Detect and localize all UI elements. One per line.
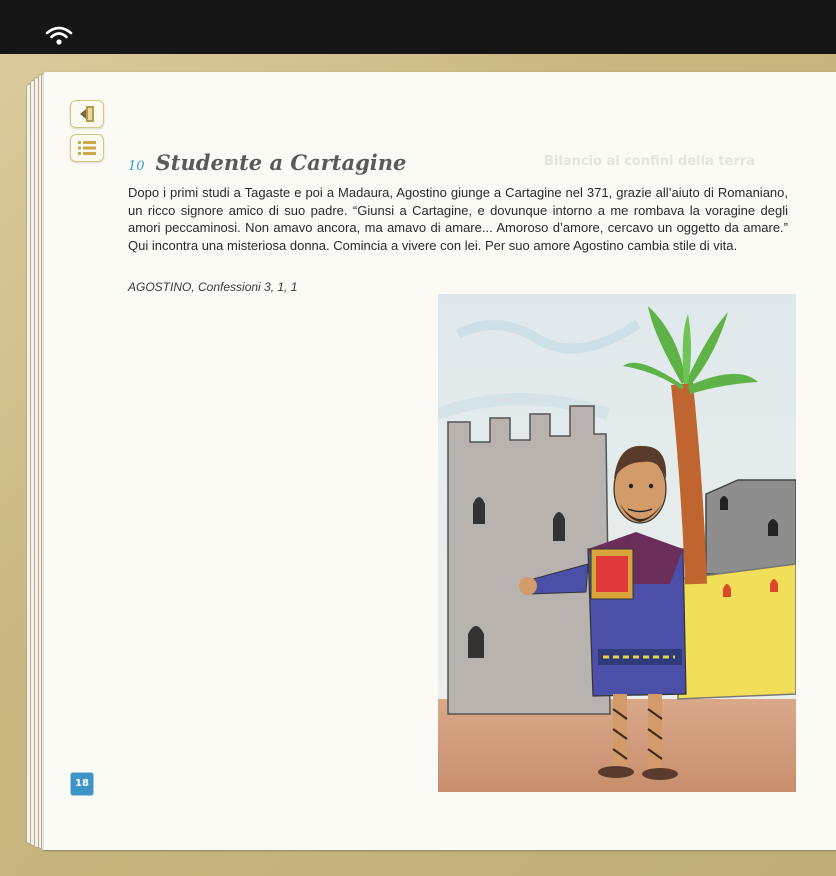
menu-button[interactable] <box>70 134 104 162</box>
chapter-number: 10 <box>128 159 145 174</box>
list-menu-icon <box>77 139 97 157</box>
exit-door-icon <box>77 105 97 123</box>
next-page-title: Bilancio ai confini della terra <box>544 154 755 169</box>
status-bar <box>0 0 836 54</box>
wifi-icon <box>45 25 73 47</box>
chapter-title: Studente a Cartagine <box>155 150 407 175</box>
illustration-augustine-carthage <box>438 294 796 792</box>
page-number-badge[interactable]: 18 <box>70 772 94 796</box>
chapter-body: Dopo i primi studi a Tagaste e poi a Madaura, Agostino giunge a Cartagine nel 371, grazie all’aiuto di Romaniano, un ricco signore amico di suo padre. “Giunsi a Cartagine, e dovunque intorno a me rombava la voragine degli amori peccaminosi. Non amavo ancora, ma amavo di amare... Amoroso d’amore, cercavo un oggetto da amare.” Qui incontra una misteriosa donna. Comincia a vivere con lei. Per suo amore Agostino cambia stile di vita. <box>128 185 788 253</box>
book-page <box>44 72 836 850</box>
chapter-heading <box>128 150 406 175</box>
citation: AGOSTINO, Confessioni 3, 1, 1 <box>128 280 298 294</box>
exit-button[interactable] <box>70 100 104 128</box>
